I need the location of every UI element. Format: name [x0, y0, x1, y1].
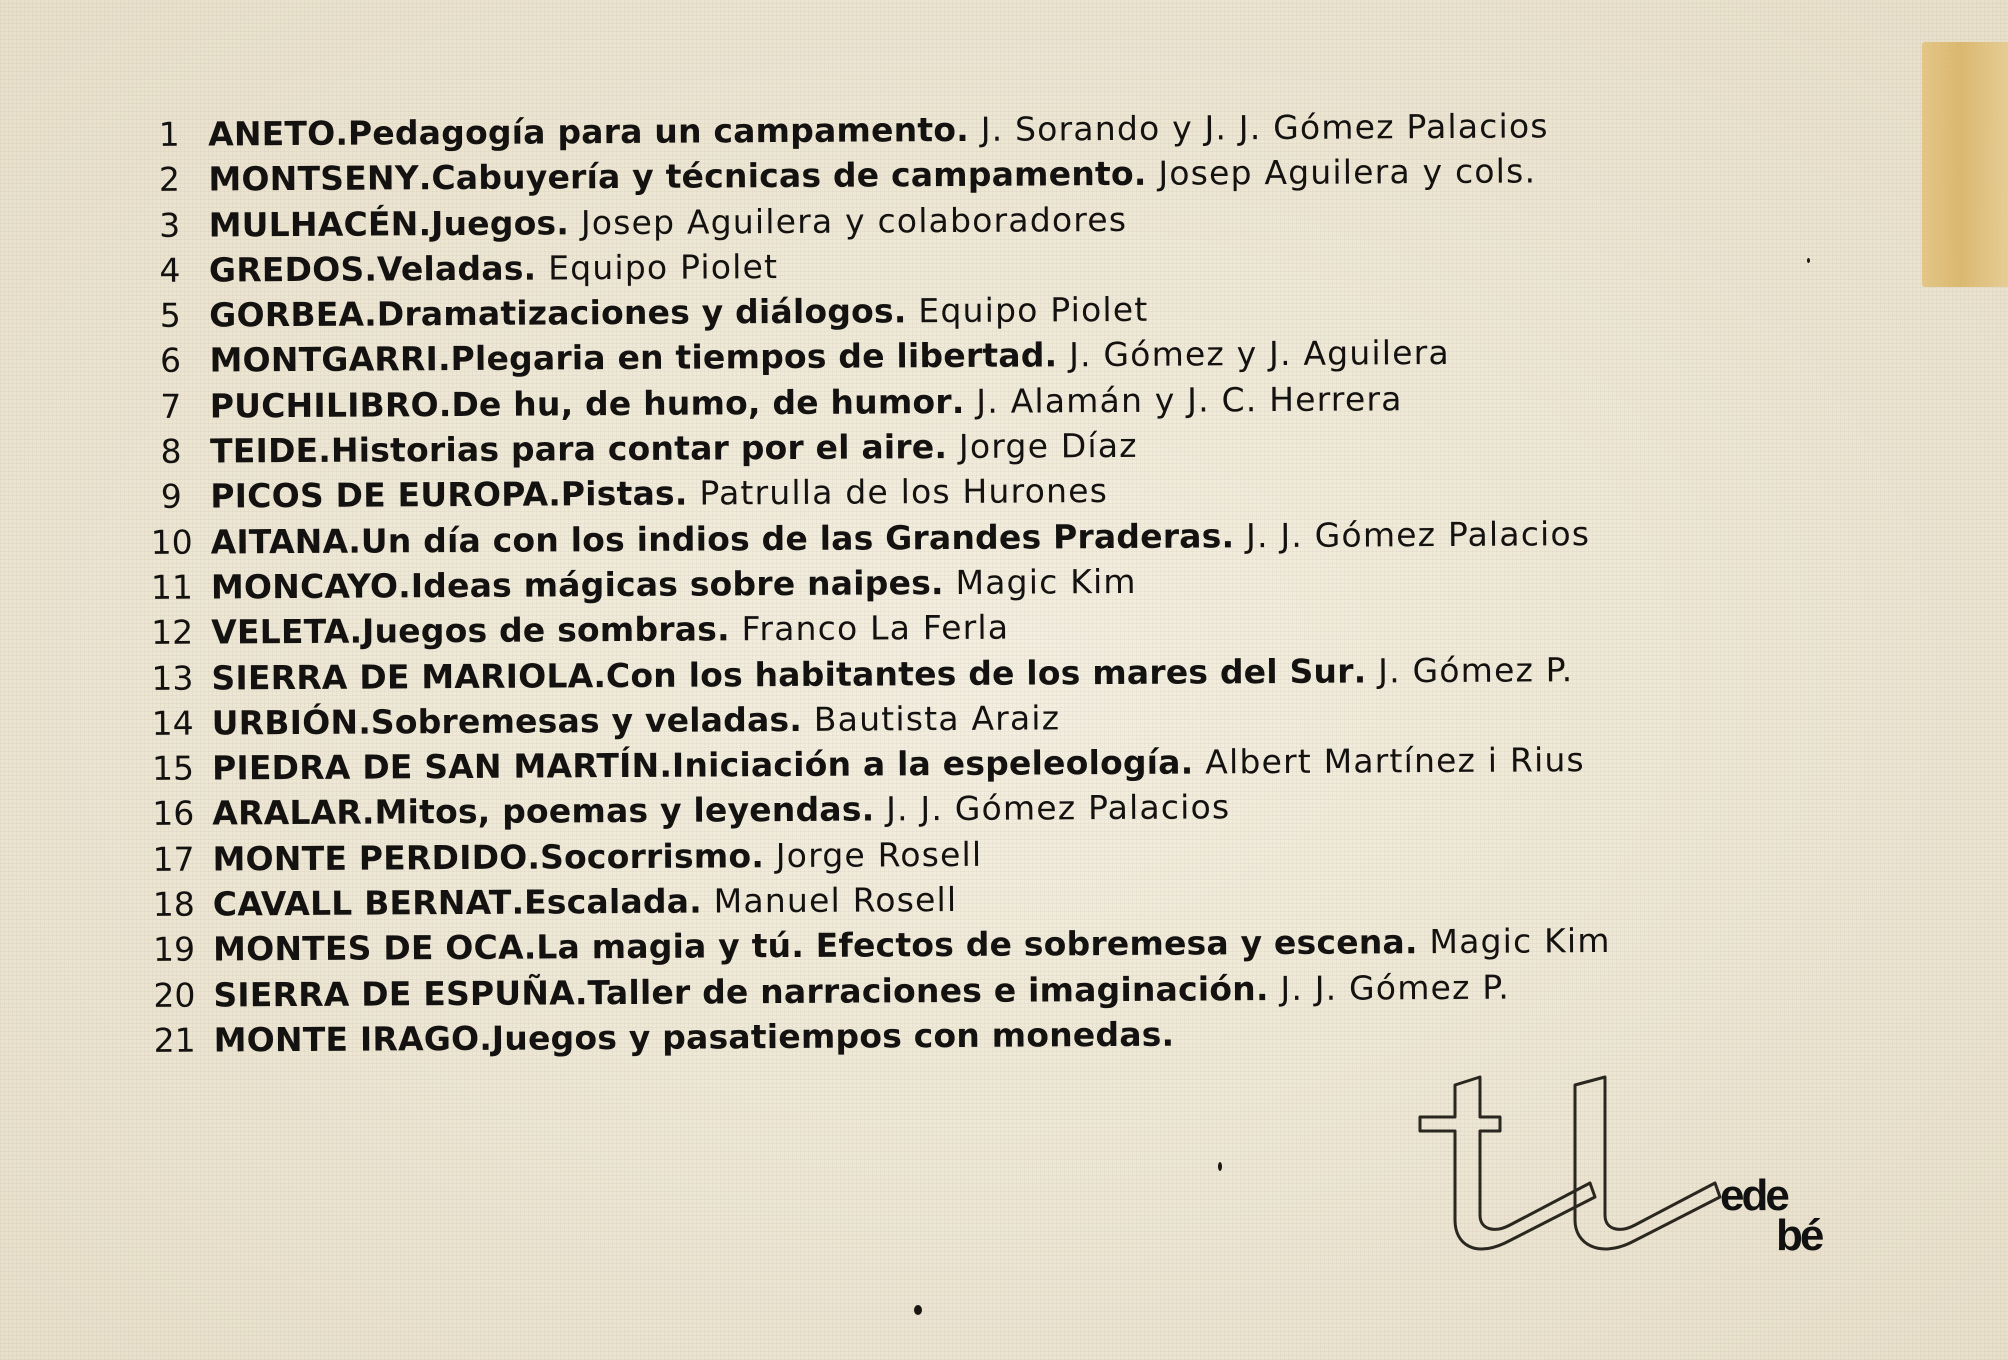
- separator: .: [930, 563, 944, 603]
- book-author: Bautista Araiz: [813, 698, 1061, 739]
- separator: .: [861, 789, 875, 829]
- book-title: MONTE IRAGO: [213, 1018, 480, 1060]
- book-number: 19: [152, 929, 196, 970]
- book-author: Josep Aguilera y cols.: [1158, 151, 1537, 194]
- separator: .: [1353, 651, 1367, 691]
- separator: .: [574, 972, 588, 1012]
- list-item: [135, 964, 1615, 1018]
- book-number: 6: [159, 341, 182, 381]
- ink-speck: [914, 1305, 922, 1315]
- separator: .: [318, 430, 332, 470]
- book-title: VELETA: [211, 611, 350, 652]
- book-number: 20: [153, 975, 196, 1015]
- book-number: 14: [151, 703, 194, 743]
- separator: .: [751, 835, 764, 875]
- book-number: 3: [159, 205, 181, 245]
- book-author: J. Sorando y J. J. Gómez Palacios: [980, 106, 1549, 149]
- book-title: MONTES DE OCA: [212, 927, 524, 969]
- book-number: 8: [160, 431, 182, 471]
- book-title: PICOS DE EUROPA: [210, 474, 549, 516]
- book-number: 18: [152, 884, 195, 924]
- book-number: 7: [160, 386, 182, 426]
- book-number: 17: [152, 839, 195, 879]
- book-author: Josep Aguilera y colaboradores: [580, 199, 1128, 242]
- book-number: 16: [152, 794, 195, 834]
- separator: .: [335, 113, 349, 153]
- separator: .: [418, 158, 432, 198]
- book-title: PIEDRA DE SAN MARTÍN: [211, 745, 660, 788]
- book-number: 5: [159, 295, 181, 336]
- separator: .: [511, 882, 525, 922]
- book-subtitle: Socorrismo: [539, 835, 752, 877]
- separator: .: [364, 249, 378, 289]
- book-title: TEIDE: [209, 430, 319, 471]
- book-title: ARALAR: [212, 793, 363, 833]
- book-subtitle: Escalada: [523, 881, 690, 922]
- book-title: SIERRA DE ESPUÑA: [213, 972, 576, 1015]
- book-title: CAVALL BERNAT: [212, 882, 512, 924]
- book-number: 12: [151, 612, 194, 653]
- edebe-logo-icon: [1718, 1165, 1838, 1255]
- book-author: Patrulla de los Hurones: [699, 471, 1109, 513]
- book-title: MONTGARRI: [209, 339, 439, 381]
- book-title: AITANA: [210, 521, 349, 562]
- book-title: MONCAYO: [210, 566, 399, 607]
- separator: .: [789, 699, 802, 739]
- book-list: [130, 103, 1616, 1063]
- book-number: 15: [151, 748, 195, 789]
- separator: .: [593, 655, 607, 695]
- tl-series-logo-icon: [1415, 1065, 1735, 1255]
- book-subtitle: Juegos de sombras: [361, 609, 718, 651]
- book-subtitle: Pedagogía para un campamento: [347, 109, 957, 153]
- book-subtitle: Pistas: [560, 474, 675, 514]
- book-author: J. Gómez y J. Aguilera: [1069, 333, 1451, 375]
- list-item: [136, 1009, 1616, 1063]
- separator: .: [934, 427, 948, 467]
- book-subtitle: Un día con los indios de las Grandes Praderas: [360, 516, 1222, 561]
- separator: .: [1044, 335, 1058, 375]
- separator: .: [364, 294, 377, 334]
- book-author: J. J. Gómez Palacios: [1245, 513, 1591, 555]
- list-item: [133, 647, 1613, 701]
- book-number: 9: [160, 477, 182, 517]
- book-subtitle: Plegaria en tiempos de libertad: [450, 335, 1045, 379]
- book-author: Albert Martínez i Rius: [1205, 740, 1586, 782]
- book-author: J. J. Gómez P.: [1280, 967, 1511, 1008]
- separator: .: [479, 1018, 492, 1058]
- book-subtitle: Iniciación a la espeleología: [671, 742, 1181, 785]
- book-subtitle: La magia y tú. Efectos de sobremesa y escena: [536, 922, 1406, 967]
- book-author: Magic Kim: [955, 561, 1137, 602]
- separator: .: [418, 203, 432, 243]
- list-item: [132, 375, 1612, 429]
- separator: .: [674, 473, 688, 514]
- separator: .: [1221, 515, 1235, 556]
- separator: .: [548, 474, 561, 514]
- book-title: GORBEA: [209, 294, 365, 335]
- separator: .: [358, 702, 371, 742]
- separator: .: [716, 609, 730, 649]
- book-subtitle: Taller de narraciones e imaginación: [587, 968, 1257, 1012]
- separator: .: [398, 566, 411, 606]
- book-subtitle: Sobremesas y veladas: [370, 699, 790, 742]
- book-subtitle: Mitos, poemas y leyendas: [374, 789, 862, 832]
- book-title: MULHACÉN: [208, 203, 419, 245]
- book-title: ANETO: [208, 113, 336, 154]
- separator: .: [1404, 922, 1418, 962]
- book-author: J. J. Gómez Palacios: [886, 787, 1231, 829]
- edebe-logo-line1: ede: [1720, 1171, 1787, 1220]
- book-title: URBIÓN: [211, 702, 359, 743]
- separator: .: [689, 881, 702, 921]
- book-subtitle: De hu, de humo, de humor: [451, 381, 952, 424]
- book-subtitle: Veladas: [376, 248, 524, 289]
- separator: .: [956, 109, 969, 149]
- book-number: 11: [150, 567, 194, 607]
- list-item: [130, 148, 1610, 202]
- book-title: SIERRA DE MARIOLA: [211, 655, 594, 698]
- book-subtitle: Juegos y pasatiempos con monedas: [491, 1014, 1162, 1058]
- book-subtitle: Historias para contar por el aire: [330, 427, 935, 470]
- separator: .: [523, 927, 537, 967]
- list-item: [134, 737, 1614, 791]
- separator: .: [361, 792, 375, 833]
- book-title: PUCHILIBRO: [209, 384, 439, 426]
- book-number: 21: [153, 1020, 196, 1060]
- book-subtitle: Ideas mágicas sobre naipes: [410, 563, 932, 606]
- book-author: J. Gómez P.: [1378, 649, 1574, 690]
- book-author: Magic Kim: [1429, 921, 1611, 962]
- book-author: Equipo Piolet: [548, 246, 779, 288]
- separator: .: [1133, 154, 1147, 194]
- book-subtitle: Con los habitantes de los mares del Sur: [605, 651, 1354, 695]
- book-subtitle: Dramatizaciones y diálogos: [376, 291, 894, 334]
- separator: .: [659, 745, 673, 785]
- tape-stain: [1922, 42, 2008, 287]
- separator: .: [556, 202, 570, 242]
- separator: .: [1255, 968, 1269, 1008]
- book-subtitle: Cabuyería y técnicas de campamento: [431, 154, 1134, 198]
- book-number: 13: [151, 658, 194, 698]
- separator: .: [348, 521, 361, 561]
- separator: .: [527, 837, 541, 877]
- separator: .: [893, 291, 907, 331]
- book-number: 1: [158, 114, 180, 154]
- ink-speck: [1218, 1162, 1222, 1171]
- book-author: Franco La Ferla: [741, 607, 1010, 649]
- book-number: 10: [150, 522, 193, 562]
- book-author: Jorge Rosell: [775, 834, 983, 875]
- separator: .: [1161, 1014, 1175, 1054]
- separator: .: [349, 611, 363, 651]
- ink-speck: [1807, 258, 1810, 263]
- separator: .: [1180, 742, 1194, 782]
- book-author: Manuel Rosell: [713, 880, 958, 921]
- edebe-logo-line2: bé: [1776, 1211, 1822, 1255]
- book-title: GREDOS: [208, 249, 365, 290]
- list-item: [132, 511, 1612, 565]
- separator: .: [523, 248, 537, 288]
- book-number: 4: [159, 250, 181, 290]
- book-title: MONTSENY: [208, 158, 419, 199]
- book-number: 2: [158, 159, 181, 200]
- book-author: Equipo Piolet: [918, 289, 1149, 331]
- separator: .: [437, 339, 451, 379]
- book-author: J. Alamán y J. C. Herrera: [976, 379, 1403, 421]
- book-title: MONTE PERDIDO: [212, 837, 528, 879]
- separator: .: [438, 384, 452, 424]
- book-subtitle: Juegos: [430, 202, 557, 243]
- book-author: Jorge Díaz: [958, 425, 1138, 467]
- separator: .: [951, 381, 965, 421]
